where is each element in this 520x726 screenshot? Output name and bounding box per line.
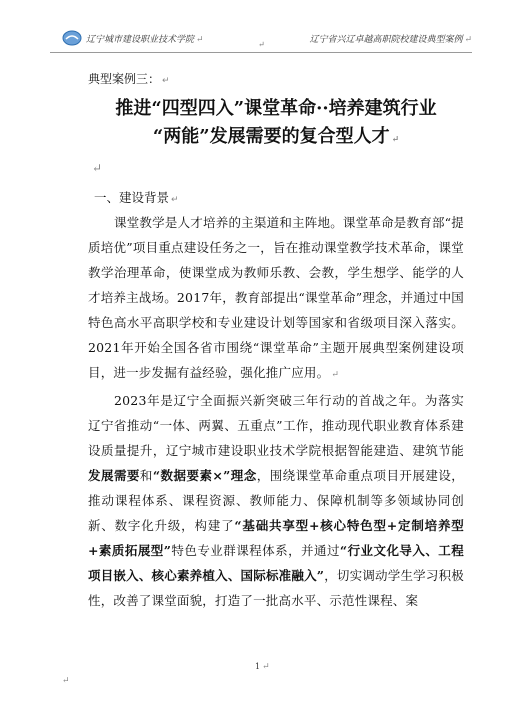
page-header (50, 24, 472, 53)
paragraph-1: 课堂教学是人才培养的主渠道和主阵地。课堂革命是教育部“提质培优”项目重点建设任务之一，旨在推动课堂教学技术革命，课堂教学治理革命，使课堂成为教师乐教、会教，学生想学、能学的人才培养主战场。2017年，教育部提出“课堂革命”理念，并通过中国特色高水平高职学校和专业建设计划等国家和省级项目深入落实。2021年开始全国各省市围绕“课堂革命”主题开展典型案例建设项目，进一步发掘有益经验，强化推广应用。 ↵ (88, 215, 464, 380)
case-label: 典型案例三： ↵ (88, 72, 170, 86)
title-line-1: 推进“四型四入”课堂革命··培养建筑行业 (115, 98, 437, 119)
empty-paragraph: ↵ (92, 161, 103, 175)
section-heading: 一、建设背景 ↵ (94, 190, 179, 205)
header-project-name: 辽宁省兴辽卓越高职院校建设典型案例 ↵ (309, 35, 472, 45)
page-number: 1 ↵ (255, 662, 270, 672)
title-line-2: “两能”发展需要的复合型人才 (152, 126, 390, 147)
school-logo-icon (62, 30, 82, 46)
document-title: 推进“四型四入”课堂革命··培养建筑行业 “两能”发展需要的复合型人才 ↵ (115, 98, 437, 147)
footer-paragraph-mark: ↵ (62, 676, 70, 686)
header-school-name: 辽宁城市建设职业技术学院 ↵ (86, 35, 204, 45)
header-paragraph-mark: ↵ (258, 40, 265, 49)
paragraph-2: 2023年是辽宁全面振兴新突破三年行动的首战之年。为落实辽宁省推动“一体、两翼、五重点”工作，推动现代职业教育体系建设质量提升，辽宁城市建设职业技术学院根据智能建造、建筑节能发展需要和“数据要素×”理念，围绕课堂革命重点项目开展建设，推动课程体系、课程资源、教师能力、保障机制等多领域协同创新、数字化升级，构建了“基础共享型+核心特色型+定制培养型+素质拓展型”特色专业群课程体系，并通过“行业文化导入、工程项目嵌入、核心素养植入、国际标准融入”，切实调动学生学习积极性，改善了课堂面貌，打造了一批高水平、示范性课程、案 (88, 393, 465, 608)
document-body (88, 70, 464, 613)
